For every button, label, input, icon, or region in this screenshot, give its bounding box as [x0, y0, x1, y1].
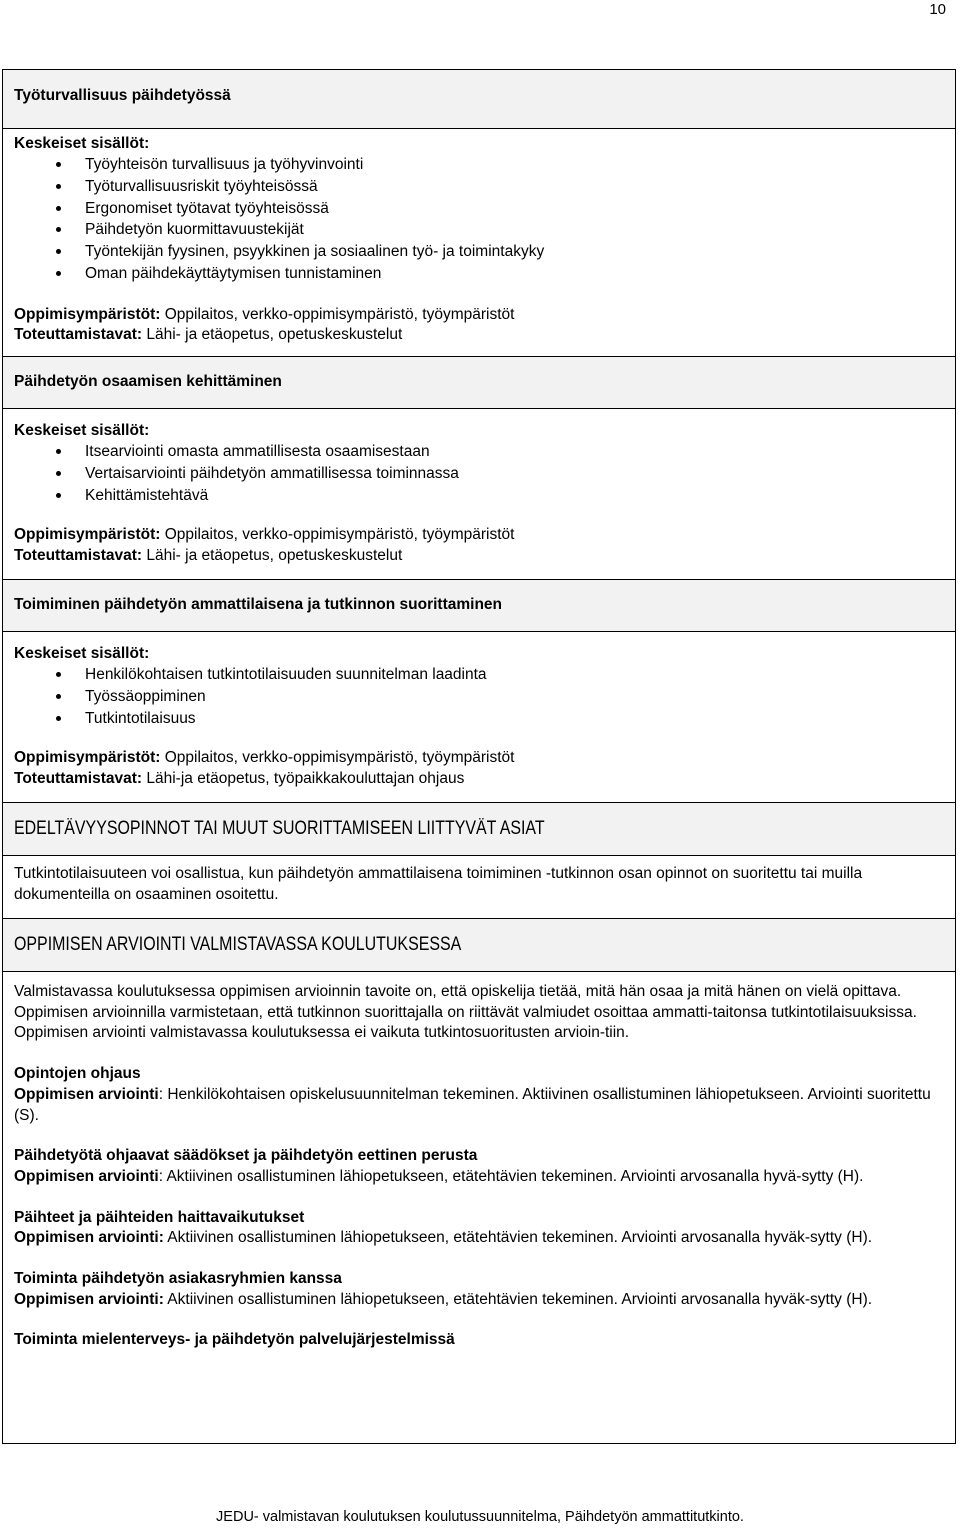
assessment-block: [14, 1064, 955, 1126]
assessment-block: [14, 1146, 955, 1187]
prereq-heading: EDELTÄVYYSOPINNOT TAI MUUT SUORITTAMISEEN LIITTYVÄT ASIAT: [14, 818, 545, 839]
assessment-block: [14, 1330, 955, 1351]
assessment-block: [14, 1269, 955, 1310]
assessment-block-text: Oppimisen arviointi: Aktiivinen osallistuminen lähiopetukseen, etätehtävien tekeminen. Arviointi arvosanalla hyväk-sytty (H).: [14, 1290, 873, 1308]
list-item: Kehittämistehtävä: [14, 485, 955, 507]
prereq-heading-row: [3, 803, 955, 855]
section2-body: [3, 409, 955, 579]
section1-list: [14, 154, 955, 285]
assessment-block-title: Opintojen ohjaus: [14, 1065, 141, 1083]
assessment-block: [14, 1208, 955, 1249]
list-item: Työturvallisuusriskit työyhteisössä: [14, 176, 955, 198]
list-item: Työyhteisön turvallisuus ja työhyvinvointi: [14, 154, 955, 176]
section2-content-label: Keskeiset sisällöt:: [14, 422, 150, 439]
prereq-text: Tutkintotilaisuuteen voi osallistua, kun päihdetyön ammattilaisena toimiminen -tutkinnon osan opinnot on suoritettu tai muilla dokumenteilla on osaaminen osoitettu.: [14, 865, 863, 903]
assessment-heading: OPPIMISEN ARVIOINTI VALMISTAVASSA KOULUTUKSESSA: [14, 934, 462, 955]
list-item: Päihdetyön kuormittavuustekijät: [14, 219, 955, 241]
prereq-body: [3, 856, 955, 918]
assessment-block-title: Toiminta päihdetyön asiakasryhmien kanssa: [14, 1270, 342, 1288]
page-footer: JEDU- valmistavan koulutuksen koulutussuunnitelma, Päihdetyön ammattitutkinto.: [216, 1509, 744, 1525]
assessment-block-title: Päihdetyötä ohjaavat säädökset ja päihdetyön eettinen perusta: [14, 1147, 478, 1165]
section3-environments: Oppimisympäristöt: Oppilaitos, verkko-oppimisympäristö, työympäristöt: [14, 749, 515, 767]
list-item: Vertaisarviointi päihdetyön ammatillisessa toiminnassa: [14, 463, 955, 485]
assessment-intro: Valmistavassa koulutuksessa oppimisen arvioinnin tavoite on, että opiskelija tietää, mitä hän osaa ja mitä hänen on vielä opittava. Oppimisen arvioinnilla varmistetaan, että tutkinnon suorittajalla on riittävät valmiudet osoittaa ammatti-taitonsa tutkintotilaisuuksissa. Oppimisen arviointi valmistavassa koulutuksessa ei vaikuta tutkintosuoritusten arvioin-tiin.: [14, 983, 917, 1042]
section1-methods: Toteuttamistavat: Lähi- ja etäopetus, opetuskeskustelut: [14, 326, 403, 344]
assessment-heading-row: [3, 919, 955, 971]
assessment-block-title: Toiminta mielenterveys- ja päihdetyön palvelujärjestelmissä: [14, 1331, 455, 1349]
content-frame: [2, 69, 956, 1444]
section3-methods: Toteuttamistavat: Lähi-ja etäopetus, työpaikkakouluttajan ohjaus: [14, 769, 465, 787]
list-item: Ergonomiset työtavat työyhteisössä: [14, 198, 955, 220]
assessment-block-text: Oppimisen arviointi: Aktiivinen osallistuminen lähiopetukseen, etätehtävien tekeminen. Arviointi arvosanalla hyväk-sytty (H).: [14, 1229, 873, 1247]
list-item: Tutkintotilaisuus: [14, 708, 955, 730]
section2-list: [14, 441, 955, 506]
section1-environments: Oppimisympäristöt: Oppilaitos, verkko-oppimisympäristö, työympäristöt: [14, 305, 515, 323]
section3-title: Toimiminen päihdetyön ammattilaisena ja tutkinnon suorittaminen: [14, 596, 503, 613]
section3-content-label: Keskeiset sisällöt:: [14, 645, 150, 662]
list-item: Työssäoppiminen: [14, 686, 955, 708]
section2-title-row: [3, 357, 955, 408]
section2-title: Päihdetyön osaamisen kehittäminen: [14, 373, 282, 390]
list-item: Itsearviointi omasta ammatillisesta osaamisestaan: [14, 441, 955, 463]
assessment-block-text: Oppimisen arviointi: Aktiivinen osallistuminen lähiopetukseen, etätehtävien tekeminen. Arviointi arvosanalla hyvä-sytty (H).: [14, 1167, 864, 1185]
section3-title-row: [3, 580, 955, 631]
section3-body: [3, 632, 955, 802]
list-item: Oman päihdekäyttäytymisen tunnistaminen: [14, 263, 955, 285]
section3-list: [14, 664, 955, 729]
list-item: Työntekijän fyysinen, psyykkinen ja sosiaalinen työ- ja toimintakyky: [14, 241, 955, 263]
section1-content-label: Keskeiset sisällöt:: [14, 135, 150, 152]
assessment-block-text: Oppimisen arviointi: Henkilökohtaisen opiskelusuunnitelman tekeminen. Aktiivinen osallistuminen lähiopetukseen. Arviointi suoritettu (S).: [14, 1085, 931, 1124]
section2-methods: Toteuttamistavat: Lähi- ja etäopetus, opetuskeskustelut: [14, 546, 403, 564]
section1-title-row: [3, 70, 955, 128]
assessment-body: [3, 972, 955, 1443]
section2-environments: Oppimisympäristöt: Oppilaitos, verkko-oppimisympäristö, työympäristöt: [14, 526, 515, 544]
list-item: Henkilökohtaisen tutkintotilaisuuden suunnitelman laadinta: [14, 664, 955, 686]
section1-body: [3, 129, 955, 356]
section1-title: Työturvallisuus päihdetyössä: [14, 87, 231, 104]
assessment-block-title: Päihteet ja päihteiden haittavaikutukset: [14, 1208, 305, 1226]
page-number: 10: [929, 1, 946, 18]
